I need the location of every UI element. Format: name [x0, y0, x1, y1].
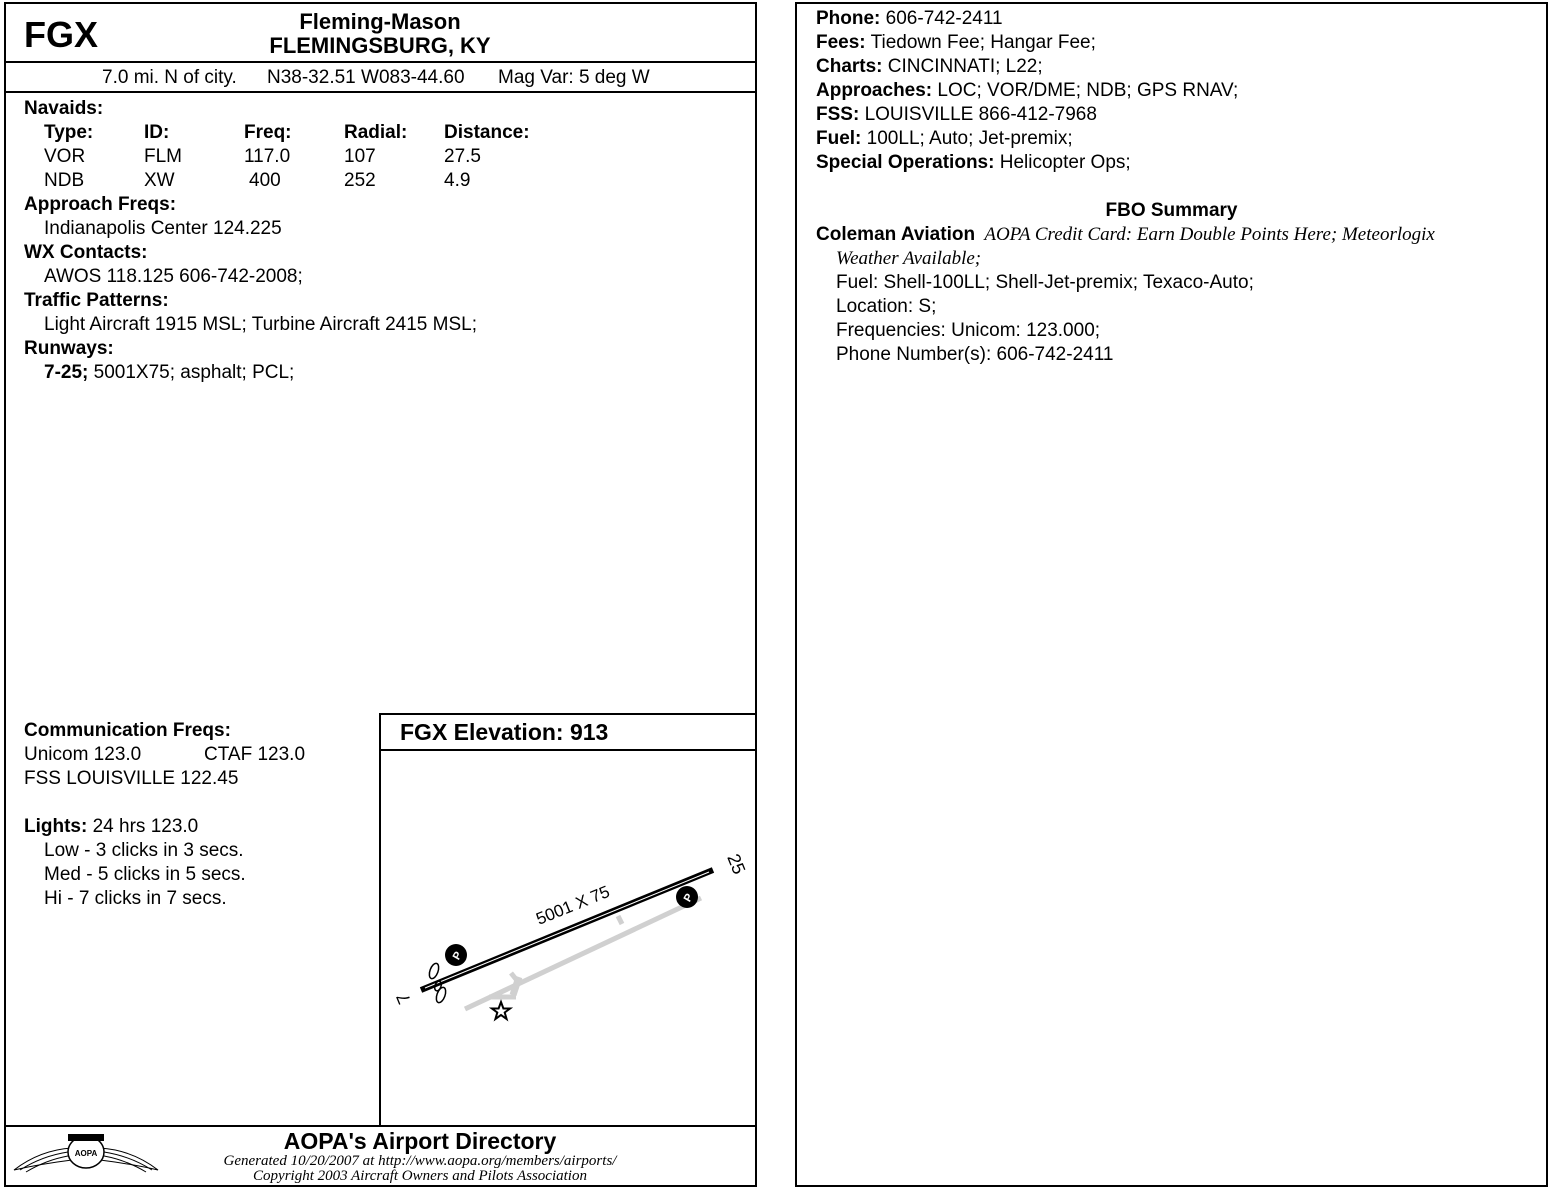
- lights-title: Lights:: [24, 816, 88, 837]
- navaid-ndb-freq: 400: [249, 170, 281, 191]
- info-fees: [816, 31, 1096, 55]
- info-phone-value: 606-742-2411: [885, 8, 1003, 29]
- parking-label-a: P: [450, 949, 465, 963]
- airport-diagram: [381, 751, 755, 1124]
- info-fuel: [816, 127, 1073, 151]
- runway-id: 7-25;: [44, 362, 89, 383]
- wx-contacts-value: AWOS 118.125 606-742-2008;: [44, 266, 303, 287]
- wx-contacts-title: WX Contacts:: [24, 242, 148, 263]
- navaid-header-type: Type:: [44, 122, 94, 143]
- info-phone: [816, 7, 1003, 31]
- navaid-ndb-id: XW: [144, 170, 175, 191]
- navaid-vor-radial: 107: [344, 146, 376, 167]
- runway-entry: [44, 361, 294, 385]
- info-charts-value: CINCINNATI; L22;: [887, 56, 1043, 77]
- info-fss-label: FSS:: [816, 104, 860, 125]
- navaid-ndb-distance: 4.9: [444, 170, 471, 191]
- beacon-star-icon: [492, 1002, 510, 1019]
- parking-marker-a: [445, 944, 467, 966]
- navaid-header-id: ID:: [144, 122, 170, 143]
- aopa-wings-logo: [10, 1130, 162, 1180]
- footer-title: AOPA's Airport Directory: [283, 1128, 557, 1154]
- aopa-logo-text: AOPA: [74, 1149, 98, 1158]
- comm-ctaf: CTAF 123.0: [204, 744, 306, 765]
- runway-details: 5001X75; asphalt; PCL;: [93, 362, 295, 383]
- airport-code: FGX: [24, 14, 99, 55]
- navaid-vor-id: FLM: [144, 146, 182, 167]
- info-phone-label: Phone:: [816, 8, 881, 29]
- airport-city: FLEMINGSBURG, KY: [269, 33, 491, 58]
- airport-coords: N38-32.51 W083-44.60: [267, 67, 465, 88]
- location-divider: [4, 91, 757, 93]
- lights-low: Low - 3 clicks in 3 secs.: [44, 840, 244, 861]
- info-fuel-label: Fuel:: [816, 128, 862, 149]
- comm-unicom: Unicom 123.0: [24, 744, 142, 765]
- traffic-patterns-value: Light Aircraft 1915 MSL; Turbine Aircraft 2415 MSL;: [44, 314, 478, 335]
- runway-end-25: 25: [723, 851, 750, 878]
- navaid-ndb-radial: 252: [344, 170, 376, 191]
- right-panel: [795, 2, 1548, 1187]
- navaids-title: Navaids:: [24, 98, 104, 119]
- parking-label-b: P: [681, 891, 696, 905]
- info-fuel-value: 100LL; Auto; Jet-premix;: [866, 128, 1073, 149]
- navaid-header-freq: Freq:: [244, 122, 292, 143]
- info-charts: [816, 55, 1043, 79]
- footer-copyright: Copyright 2003 Aircraft Owners and Pilots Association: [253, 1168, 587, 1184]
- info-fss-value: LOUISVILLE 866-412-7968: [864, 104, 1097, 125]
- info-special-ops: [816, 151, 1131, 175]
- info-charts-label: Charts:: [816, 56, 883, 77]
- navaid-ndb-type: NDB: [44, 170, 85, 191]
- navaid-header-distance: Distance:: [444, 122, 530, 143]
- runways-title: Runways:: [24, 338, 114, 359]
- runway-length-label: 5001 X 75: [533, 882, 613, 929]
- fbo-frequencies: Frequencies: Unicom: 123.000;: [836, 320, 1101, 341]
- airport-name: Fleming-Mason: [299, 9, 461, 34]
- navaid-vor-freq: 117.0: [244, 146, 291, 167]
- approach-freqs-title: Approach Freqs:: [24, 194, 177, 215]
- diagram-top-border: [379, 713, 757, 715]
- fbo-note-continued: Weather Available;: [836, 248, 982, 269]
- info-special-value: Helicopter Ops;: [999, 152, 1131, 173]
- lights-value: 24 hrs 123.0: [92, 816, 199, 837]
- fbo-fuel: Fuel: Shell-100LL; Shell-Jet-premix; Texaco-Auto;: [836, 272, 1254, 293]
- elevation-title: FGX Elevation: 913: [400, 719, 609, 745]
- fbo-location: Location: S;: [836, 296, 937, 317]
- comm-fss: FSS LOUISVILLE 122.45: [24, 768, 239, 789]
- footer-generated: Generated 10/20/2007 at http://www.aopa.org/members/airports/: [223, 1153, 617, 1169]
- approach-freqs-value: Indianapolis Center 124.225: [44, 218, 282, 239]
- comm-title: Communication Freqs:: [24, 720, 231, 741]
- navaid-vor-distance: 27.5: [444, 146, 481, 167]
- info-approaches-label: Approaches:: [816, 80, 933, 101]
- mag-var: Mag Var: 5 deg W: [498, 67, 650, 88]
- navaid-header-radial: Radial:: [344, 122, 408, 143]
- lights-line: [24, 815, 198, 839]
- fbo-name: Coleman Aviation: [816, 224, 976, 245]
- fbo-note: AOPA Credit Card: Earn Double Points Here; Meteorlogix: [984, 224, 1435, 245]
- info-fss: [816, 103, 1097, 127]
- info-approaches: [816, 79, 1238, 103]
- info-approaches-value: LOC; VOR/DME; NDB; GPS RNAV;: [937, 80, 1239, 101]
- lights-hi: Hi - 7 clicks in 7 secs.: [44, 888, 227, 909]
- info-fees-label: Fees:: [816, 32, 866, 53]
- lights-med: Med - 5 clicks in 5 secs.: [44, 864, 246, 885]
- parking-marker-b: [676, 886, 698, 908]
- header-divider: [4, 61, 757, 63]
- taxiway: [465, 898, 701, 1009]
- traffic-patterns-title: Traffic Patterns:: [24, 290, 169, 311]
- runway-end-7: 7: [392, 990, 415, 1007]
- fbo-entry: [816, 223, 1435, 247]
- navaid-vor-type: VOR: [44, 146, 86, 167]
- info-fees-value: Tiedown Fee; Hangar Fee;: [870, 32, 1096, 53]
- airport-location: 7.0 mi. N of city.: [102, 67, 237, 88]
- runway-centerline: [425, 872, 709, 988]
- fbo-phone: Phone Number(s): 606-742-2411: [836, 344, 1114, 365]
- info-special-label: Special Operations:: [816, 152, 995, 173]
- fbo-summary-title: FBO Summary: [1105, 200, 1238, 221]
